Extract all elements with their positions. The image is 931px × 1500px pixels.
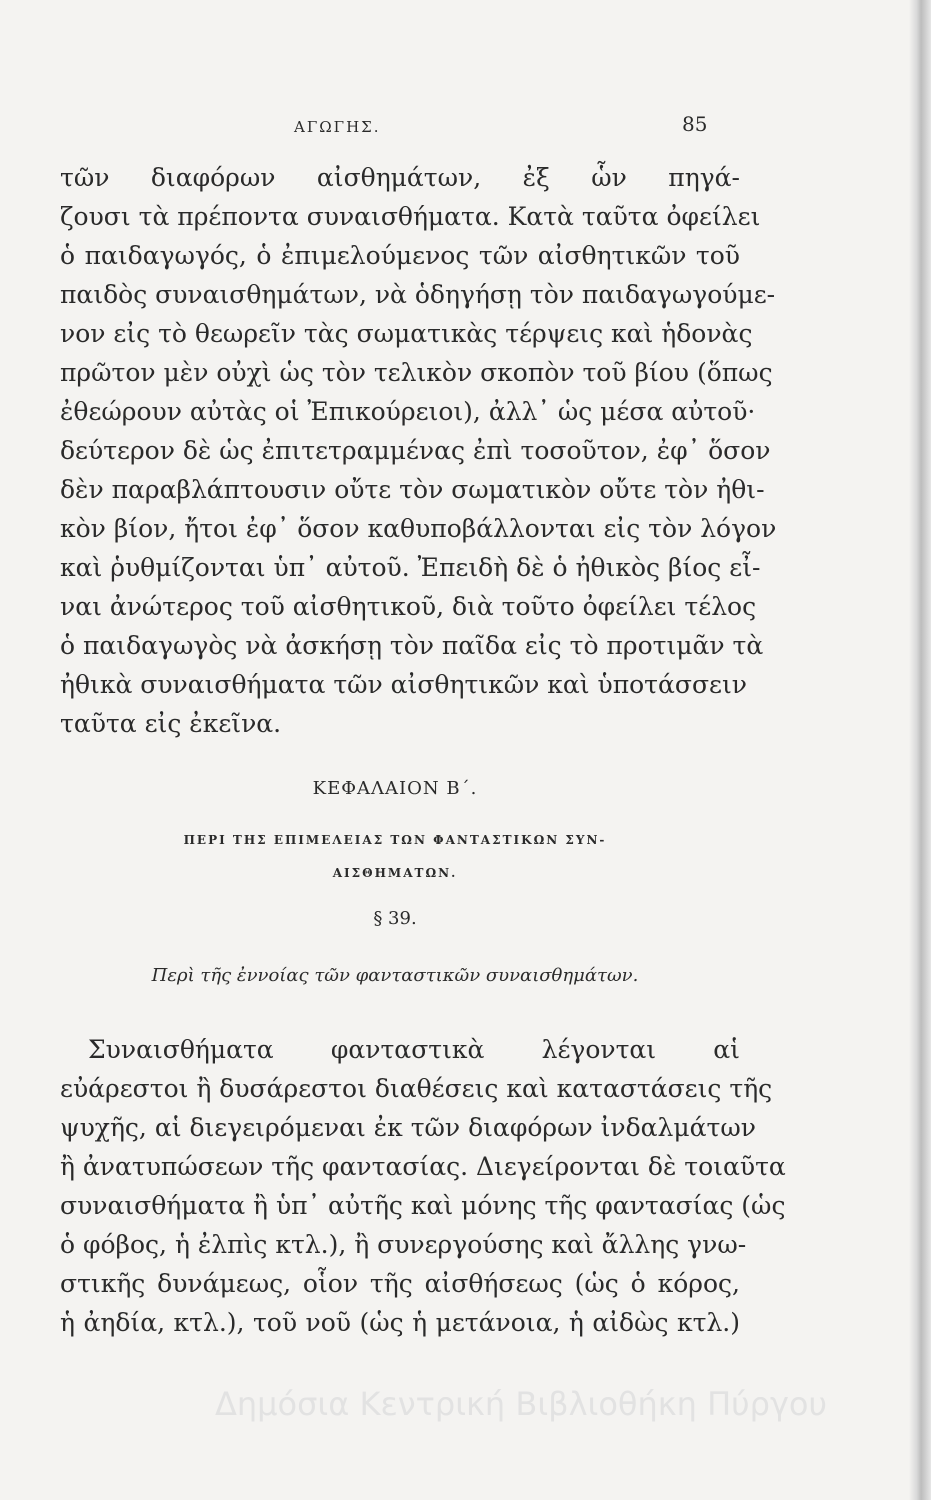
- text-line: ἐθεώρουν αὐτὰς οἱ Ἐπικούρειοι), ἀλλ᾽ ὡς μέσα αὐτοῦ·: [60, 397, 756, 426]
- chapter-title-line: ΠΕΡΙ ΤΗΣ ΕΠΙΜΕΛΕΙΑΣ ΤΩΝ ΦΑΝΤΑΣΤΙΚΩΝ ΣΥΝ-: [183, 833, 607, 847]
- text-line: ναι ἀνώτερος τοῦ αἰσθητικοῦ, διὰ τοῦτο ὀφείλει τέλος: [60, 592, 757, 621]
- chapter-heading: ΚΕΦΑΛΑΙΟΝ Β΄.: [312, 778, 478, 799]
- text-line: ὁ παιδαγωγός, ὁ ἐπιμελούμενος τῶν αἰσθητικῶν τοῦ: [60, 241, 740, 270]
- library-watermark: Δημόσια Κεντρική Βιβλιοθήκη Πύργου: [215, 1385, 827, 1423]
- running-head: [0, 112, 931, 142]
- text-line: ἠθικὰ συναισθήματα τῶν αἰσθητικῶν καὶ ὑποτάσσειν: [60, 670, 747, 699]
- chapter-title-line: ΑΙΣΘΗΜΑΤΩΝ.: [332, 866, 458, 880]
- text-line: ψυχῆς, αἱ διεγειρόμεναι ἐκ τῶν διαφόρων ἰνδαλμάτων: [60, 1113, 756, 1142]
- text-line: τῶν διαφόρων αἰσθημάτων, ἐξ ὧν πηγά-: [60, 163, 740, 192]
- text-line: νον εἰς τὸ θεωρεῖν τὰς σωματικὰς τέρψεις καὶ ἡδονὰς: [60, 319, 753, 348]
- section-number: § 39.: [373, 908, 417, 929]
- text-line: ὁ παιδαγωγὸς νὰ ἀσκήσῃ τὸν παῖδα εἰς τὸ προτιμᾶν τὰ: [60, 631, 764, 660]
- text-line: συναισθήματα ἢ ὑπ᾽ αὐτῆς καὶ μόνης τῆς φαντασίας (ὡς: [60, 1191, 786, 1220]
- paragraph-continuation: [60, 158, 777, 743]
- text-line: δὲν παραβλάπτουσιν οὔτε τὸν σωματικὸν οὔτε τὸν ἠθι-: [60, 475, 765, 504]
- page-number: 85: [682, 112, 708, 136]
- section-subtitle: Περὶ τῆς ἐννοίας τῶν φανταστικῶν συναισθημάτων.: [151, 965, 639, 986]
- running-title: ΑΓΩΓΗΣ.: [294, 118, 381, 136]
- text-line: δεύτερον δὲ ὡς ἐπιτετραμμένας ἐπὶ τοσοῦτον, ἐφ᾽ ὅσον: [60, 436, 771, 465]
- page-edge-shadow: [909, 0, 931, 1500]
- text-line: ὁ φόβος, ἡ ἐλπὶς κτλ.), ἢ συνεργούσης καὶ ἄλλης γνω-: [60, 1230, 747, 1259]
- text-line: ἡ ἀηδία, κτλ.), τοῦ νοῦ (ὡς ἡ μετάνοια, ἡ αἰδὼς κτλ.): [60, 1308, 740, 1337]
- text-line: στικῆς δυνάμεως, οἷον τῆς αἰσθήσεως (ὡς ὁ κόρος,: [60, 1269, 740, 1298]
- text-line: εὐάρεστοι ἢ δυσάρεστοι διαθέσεις καὶ καταστάσεις τῆς: [60, 1074, 773, 1103]
- text-line: πρῶτον μὲν οὐχὶ ὡς τὸν τελικὸν σκοπὸν τοῦ βίου (ὅπως: [60, 358, 773, 387]
- text-line: ταῦτα εἰς ἐκεῖνα.: [60, 709, 282, 738]
- text-line: παιδὸς συναισθημάτων, νὰ ὁδηγήσῃ τὸν παιδαγωγούμε-: [60, 280, 776, 309]
- text-line: καὶ ῥυθμίζονται ὑπ᾽ αὐτοῦ. Ἐπειδὴ δὲ ὁ ἠθικὸς βίος εἶ-: [60, 553, 761, 582]
- paragraph: [60, 1030, 786, 1342]
- text-line: ζουσι τὰ πρέποντα συναισθήματα. Κατὰ ταῦτα ὀφείλει: [60, 202, 761, 231]
- text-line: κὸν βίον, ἤτοι ἐφ᾽ ὅσον καθυποβάλλονται εἰς τὸν λόγον: [60, 514, 777, 543]
- text-line: ἢ ἀνατυπώσεων τῆς φαντασίας. Διεγείρονται δὲ τοιαῦτα: [60, 1152, 786, 1181]
- text-line: Συναισθήματα φανταστικὰ λέγονται αἱ: [88, 1035, 740, 1064]
